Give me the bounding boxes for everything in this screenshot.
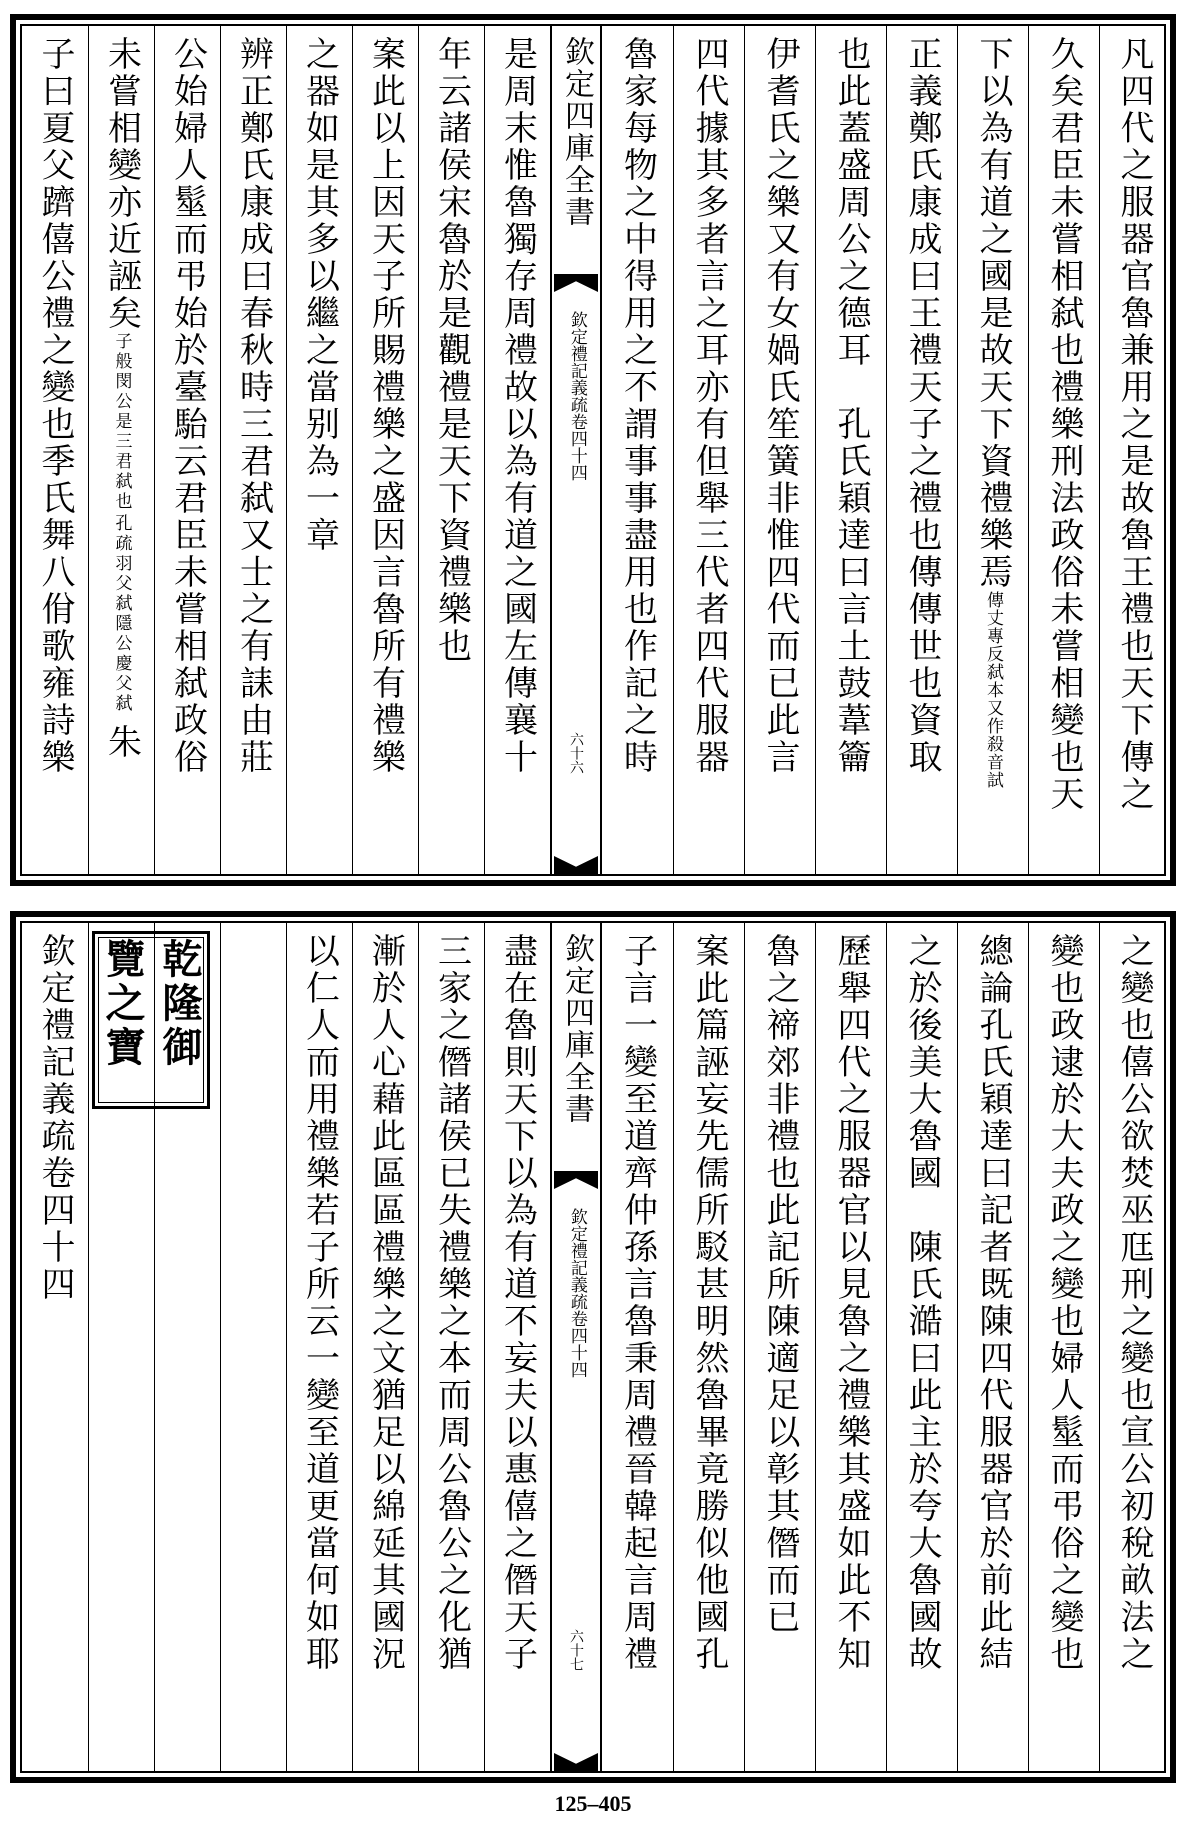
fishtail-ornament-bottom — [554, 1753, 598, 1771]
text-column: 未嘗相變亦近誣矣 孔疏羽父弑隱公慶父弑 子般閔公是三君弑也 朱 — [88, 26, 154, 874]
fishtail-ornament-bottom — [554, 856, 598, 874]
text-column: 魯之禘郊非禮也此記所陳適足以彰其僭而已 — [744, 923, 815, 1771]
text-column: 三家之僭諸侯已失禮樂之本而周公魯公之化猶 — [418, 923, 484, 1771]
text-column: 子言一變至道齊仲孫言魯秉周禮晉韓起言周禮 — [617, 933, 658, 1673]
bottom-page-inner-border — [20, 921, 1166, 1773]
center-fold-column — [550, 923, 602, 1771]
text-column: 之器如是其多以繼之當别為一章 — [286, 26, 352, 874]
text-column: 伊耆氏之樂又有女媧氏笙簧非惟四代而已此言 — [744, 26, 815, 874]
center-title: 欽定四庫全書 — [559, 933, 594, 1125]
text-column: 辨正鄭氏康成曰春秋時三君弑又士之有誄由莊 — [220, 26, 286, 874]
text-column: 凡四代之服器官魯兼用之是故魯王禮也天下傳之 — [1099, 26, 1168, 874]
text-column: 子曰夏父躋僖公禮之變也季氏舞八佾歌雍詩樂 — [35, 36, 75, 776]
text-column: 案此以上因天子所賜禮樂之盛因言魯所有禮樂 — [352, 26, 418, 874]
text-column: 之變也僖公欲焚巫尫刑之變也宣公初稅畝法之 — [1099, 923, 1168, 1771]
top-page-inner-border — [20, 24, 1166, 876]
text-column: 正義鄭氏康成曰王禮天子之禮也傳傳世也資取 — [886, 26, 957, 874]
fishtail-ornament-top — [554, 274, 598, 292]
text-column: 是周末惟魯獨存周禮故以為有道之國左傳襄十 — [484, 26, 550, 874]
text-column: 公始婦人髽而弔始於臺駘云君臣未嘗相弑政俗 — [154, 26, 220, 874]
text-column: 之於後美大魯國 陳氏澔曰此主於夸大魯國故 — [886, 923, 957, 1771]
text-column: 欽定禮記義疏卷四十四 — [35, 933, 75, 1303]
text-column: 以仁人而用禮樂若子所云一變至道更當何如耶 — [286, 923, 352, 1771]
text-column: 案此篇誣妄先儒所駁甚明然魯畢竟勝似他國孔 — [673, 923, 744, 1771]
annotation-note: 傳丈專反弑本又作殺音試 — [983, 591, 1003, 789]
top-page-frame — [10, 14, 1176, 886]
text-column: 也此蓋盛周公之德耳 孔氏穎達曰言土鼓葦籥 — [815, 26, 886, 874]
center-fold-column — [550, 26, 602, 874]
center-subtitle: 欽定禮記義疏卷四十四 — [566, 311, 587, 481]
page-marker: 六十七 — [568, 1629, 584, 1671]
text-column: 四代據其多者言之耳亦有但舉三代者四代服器 — [673, 26, 744, 874]
annotation-note: 孔疏羽父弑隱公慶父弑 子般閔公是三君弑也 — [111, 332, 132, 714]
text-column — [220, 923, 286, 1771]
text-column: 總論孔氏穎達曰記者既陳四代服器官於前此結 — [957, 923, 1028, 1771]
fishtail-ornament-top — [554, 1171, 598, 1189]
center-subtitle: 欽定禮記義疏卷四十四 — [566, 1208, 587, 1378]
center-title: 欽定四庫全書 — [559, 36, 594, 228]
text-column: 魯家每物之中得用之不謂事事盡用也作記之時 — [617, 36, 658, 776]
text-column: 下以為有道之國是故天下資禮樂焉傳丈專反弑本又作殺音試 — [957, 26, 1028, 874]
text-column: 盡在魯則天下以為有道不妄夫以惠僖之僭天子 — [484, 923, 550, 1771]
text-column: 變也政逮於大夫政之變也婦人髽而弔俗之變也 — [1028, 923, 1099, 1771]
text-column: 久矣君臣未嘗相弑也禮樂刑法政俗未嘗相變也天 — [1028, 26, 1099, 874]
text-column: 年云諸侯宋魯於是觀禮是天下資禮樂也 — [418, 26, 484, 874]
imperial-seal: 乾隆御覽之寶 — [92, 931, 210, 1109]
text-column: 歷舉四代之服器官以見魯之禮樂其盛如此不知 — [815, 923, 886, 1771]
page-marker: 六十六 — [568, 732, 584, 774]
text-column: 漸於人心藉此區區禮樂之文猶足以綿延其國況 — [352, 923, 418, 1771]
bottom-page-frame — [10, 911, 1176, 1783]
page-number: 125–405 — [554, 1791, 632, 1816]
